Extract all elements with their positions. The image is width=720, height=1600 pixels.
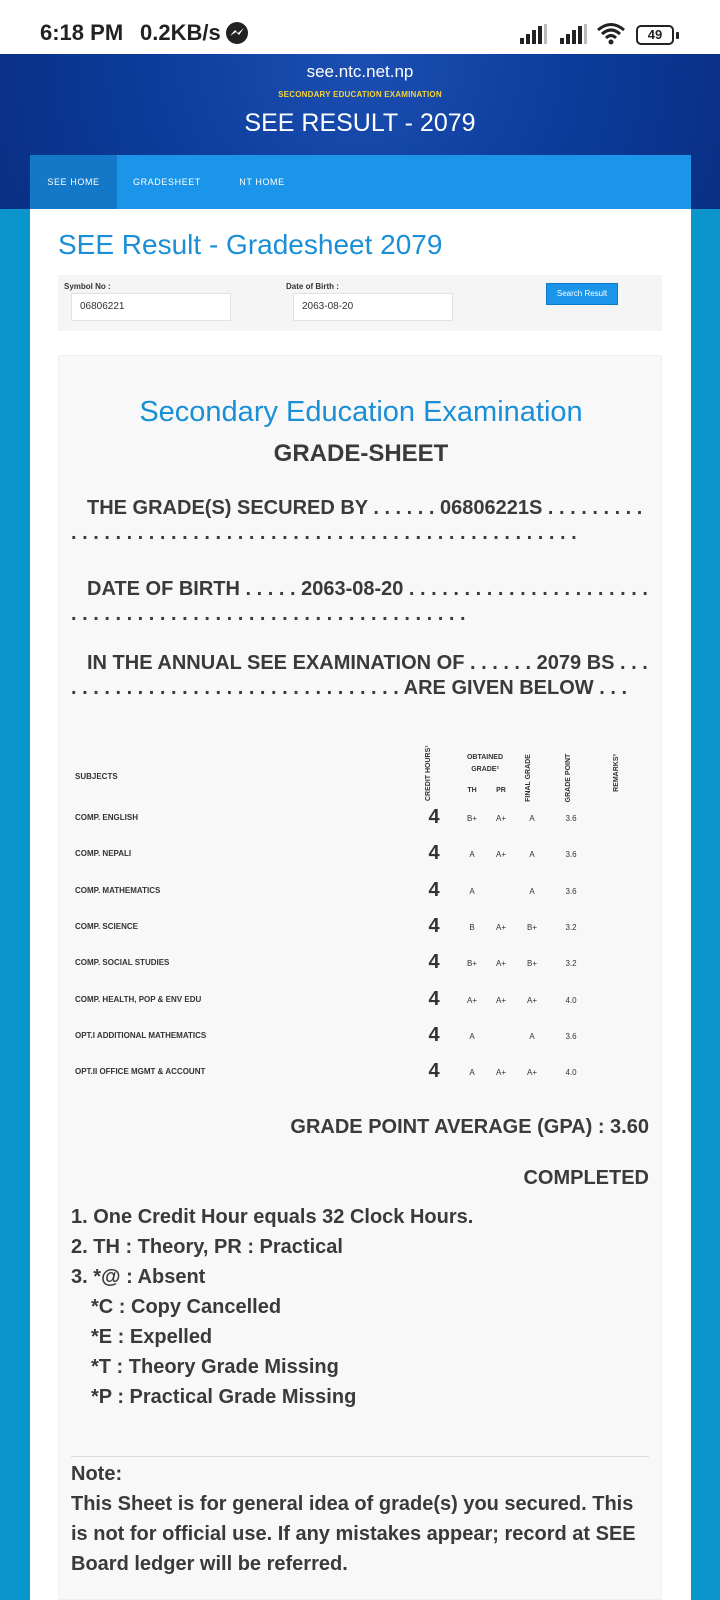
battery-icon: 49	[636, 25, 674, 45]
dob-label: Date of Birth :	[286, 282, 339, 291]
cell-grade-point: 4.0	[565, 1068, 577, 1078]
cell-pr: A+	[495, 814, 506, 823]
cell-pr: A+	[495, 959, 506, 969]
th-final-grade: FINAL GRADE	[525, 754, 532, 802]
cell-grade-point: 3.6	[565, 850, 577, 860]
symbol-label: Symbol No :	[64, 282, 111, 291]
cell-credit-hours: 4	[428, 914, 440, 937]
content-panel	[30, 209, 691, 1600]
cell-pr: A+	[495, 922, 506, 932]
note-body: This Sheet is for general idea of grade(s) you secured. This is not for official use. If any mistakes appear; record at SEE Board ledger will be referred.	[71, 1493, 636, 1575]
symbol-input[interactable]: 06806221	[71, 293, 231, 321]
table-row	[59, 875, 663, 911]
grade-sheet	[58, 355, 662, 1600]
cell-credit-hours: 4	[428, 806, 440, 828]
network-speed: 0.2KB/s	[140, 20, 221, 45]
page-title: SEE Result - Gradesheet 2079	[58, 229, 443, 260]
gpa: GRADE POINT AVERAGE (GPA) : 3.60	[290, 1116, 649, 1138]
th-obtained-grade: OBTAINED GRADE²	[466, 754, 504, 773]
cell-grade-point: 3.2	[565, 922, 577, 932]
table-row	[59, 802, 663, 838]
cell-pr: A+	[495, 850, 506, 860]
note-title: Note:	[71, 1463, 123, 1485]
cell-subject: COMP. NEPALI	[75, 849, 132, 859]
cell-credit-hours: 4	[428, 951, 440, 974]
cell-pr: A+	[495, 995, 506, 1005]
result-title: SEE RESULT - 2079	[244, 109, 476, 137]
cell-credit-hours: 4	[428, 1060, 440, 1083]
table-row	[59, 1056, 663, 1092]
cell-subject: COMP. MATHEMATICS	[75, 885, 161, 895]
cell-final-grade: A	[529, 814, 535, 823]
signal-icon-2	[560, 24, 588, 44]
table-row	[59, 1020, 663, 1056]
navbar	[30, 155, 691, 209]
status-bar	[0, 0, 720, 54]
table-row	[59, 838, 663, 874]
footnote-2: 2. TH : Theory, PR : Practical	[71, 1236, 343, 1258]
divider	[71, 1456, 649, 1457]
footnote-6: *T : Theory Grade Missing	[91, 1356, 339, 1378]
dob-line: DATE OF BIRTH . . . . . 2063-08-20 . . . . . . . . . . . . . . . . . . . . . . . . . . . . . . . . . . . . . . . . . . . . . . . . . . . . . . . . . .	[71, 578, 648, 625]
th-th: TH	[467, 787, 477, 794]
sheet-subheading: GRADE-SHEET	[273, 440, 449, 467]
signal-icon	[520, 24, 548, 44]
cell-final-grade: B+	[526, 959, 537, 969]
table-row	[59, 911, 663, 947]
footnote-4: *C : Copy Cancelled	[91, 1296, 282, 1318]
cell-subject: OPT.I ADDITIONAL MATHEMATICS	[75, 1030, 207, 1040]
cell-th: A	[469, 1068, 475, 1078]
cell-credit-hours: 4	[428, 1023, 440, 1046]
cell-subject: COMP. SCIENCE	[75, 921, 138, 931]
th-remarks: REMARKS³	[613, 754, 620, 792]
cell-subject: OPT.II OFFICE MGMT & ACCOUNT	[75, 1067, 206, 1077]
cell-grade-point: 3.6	[565, 886, 577, 896]
cell-grade-point: 4.0	[565, 995, 577, 1005]
th-pr: PR	[496, 787, 506, 794]
cell-th: A	[469, 850, 475, 860]
cell-th: B+	[466, 814, 477, 823]
th-credit-hours: CREDIT HOURS¹	[425, 745, 432, 801]
nav-nt-home[interactable]: NT HOME	[239, 177, 285, 187]
cell-th: A	[469, 886, 475, 896]
cell-grade-point: 3.6	[565, 814, 577, 823]
cell-credit-hours: 4	[428, 842, 440, 865]
cell-subject: COMP. HEALTH, POP & ENV EDU	[75, 994, 202, 1004]
cell-final-grade: A	[529, 850, 535, 860]
footnote-7: *P : Practical Grade Missing	[91, 1386, 357, 1408]
exam-line: IN THE ANNUAL SEE EXAMINATION OF . . . . . . 2079 BS . . . . . . . . . . . . . . . . . . . . . . . . . . . . . . . . . ARE GIVEN BELOW . . .	[71, 652, 648, 699]
cell-final-grade: A	[529, 886, 535, 896]
cell-final-grade: A+	[526, 1068, 537, 1078]
cell-th: A	[469, 1031, 475, 1041]
nav-gradesheet[interactable]: GRADESHEET	[132, 177, 201, 187]
sheet-heading: Secondary Education Examination	[139, 396, 583, 428]
footnote-3: 3. *@ : Absent	[71, 1266, 206, 1288]
cell-credit-hours: 4	[428, 987, 440, 1010]
cell-th: B+	[466, 959, 477, 969]
nav-see-home[interactable]: SEE HOME	[30, 155, 117, 209]
cell-final-grade: A	[529, 1031, 535, 1041]
cell-subject: COMP. ENGLISH	[75, 813, 138, 822]
site-url: see.ntc.net.np	[306, 62, 414, 81]
th-subjects: SUBJECTS	[75, 772, 118, 781]
cell-final-grade: A+	[526, 995, 537, 1005]
footnote-1: 1. One Credit Hour equals 32 Clock Hours.	[71, 1206, 474, 1228]
messenger-icon	[226, 22, 248, 44]
cell-grade-point: 3.2	[565, 959, 577, 969]
table-row	[59, 984, 663, 1020]
cell-grade-point: 3.6	[565, 1031, 577, 1041]
cell-th: B	[469, 922, 475, 932]
clock: 6:18 PM	[40, 20, 124, 45]
cell-credit-hours: 4	[428, 878, 440, 901]
search-result-button[interactable]: Search Result	[546, 283, 618, 305]
secured-by-line: THE GRADE(S) SECURED BY . . . . . . 06806221S . . . . . . . . . . . . . . . . . . . . . . . . . . . . . . . . . . . . . . . . . . . . . . . . . . . . . . .	[71, 497, 643, 544]
cell-final-grade: B+	[526, 922, 537, 932]
cell-subject: COMP. SOCIAL STUDIES	[75, 958, 170, 968]
cell-th: A+	[466, 995, 477, 1005]
wifi-icon	[596, 22, 626, 46]
th-grade-point: GRADE POINT	[565, 753, 572, 803]
table-row	[59, 947, 663, 983]
cell-pr: A+	[495, 1068, 506, 1078]
result-status: COMPLETED	[523, 1167, 649, 1189]
search-form	[58, 275, 662, 331]
footnote-5: *E : Expelled	[91, 1326, 213, 1348]
dob-input[interactable]: 2063-08-20	[293, 293, 453, 321]
exam-subtitle: SECONDARY EDUCATION EXAMINATION	[278, 90, 442, 99]
